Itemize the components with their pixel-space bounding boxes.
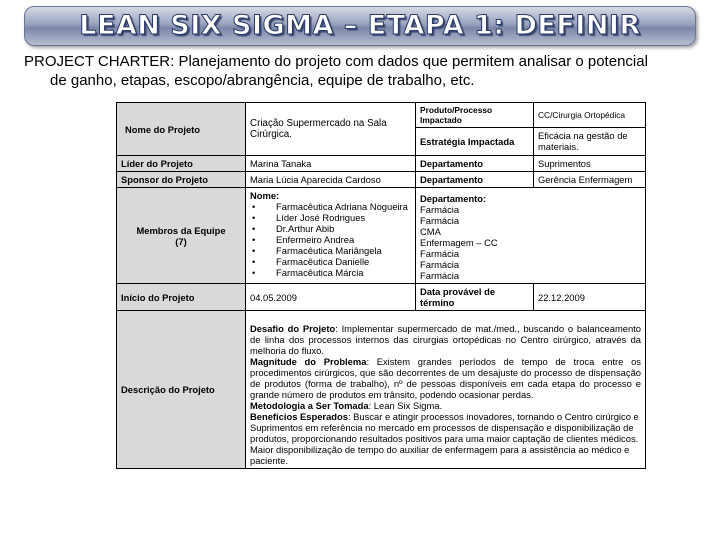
- metodologia-text: : Lean Six Sigma.: [368, 400, 443, 411]
- intro-line-2: de ganho, etapas, escopo/abrangência, equipe de trabalho, etc.: [50, 72, 475, 89]
- beneficios-paragraph: [250, 411, 641, 444]
- estrategia-value: Eficácia na gestão de materiais.: [534, 128, 646, 156]
- maior-paragraph: Maior disponibilização de tempo do auxiliar de enfermagem para a assistência ao médico e paciente.: [250, 444, 630, 466]
- dept1-label: Departamento: [416, 156, 534, 172]
- nome-projeto-label: Nome do Projeto: [117, 103, 246, 156]
- list-item: • Líder José Rodrigues: [250, 212, 411, 223]
- table-row: [117, 103, 646, 128]
- termino-label: Data provável de término: [416, 284, 534, 311]
- nome-projeto-value: Criação Supermercado na Sala Cirúrgica.: [246, 103, 416, 156]
- beneficios-label: Benefícios Esperados: [250, 411, 348, 422]
- list-item: Farmácia: [420, 204, 460, 215]
- desafio-paragraph: [250, 323, 641, 356]
- metodologia-paragraph: [250, 400, 641, 411]
- desafio-label: Desafio do Projeto: [250, 323, 336, 334]
- list-item: Farmácia: [420, 270, 460, 281]
- intro-text: [24, 52, 714, 90]
- list-item: • Enfermeiro Andrea: [250, 234, 411, 245]
- sponsor-value: Maria Lúcia Aparecida Cardoso: [246, 172, 416, 188]
- list-item: • Farmacêutica Adriana Nogueira: [250, 201, 411, 212]
- sponsor-label: Sponsor do Projeto: [117, 172, 246, 188]
- nome-header: Nome:: [250, 190, 280, 201]
- termino-value: 22.12.2009: [534, 284, 646, 311]
- estrategia-label: Estratégia Impactada: [416, 128, 534, 156]
- list-item: CMA: [420, 226, 441, 237]
- list-item: • Farmacêutica Mariângela: [250, 245, 411, 256]
- title-banner: [24, 6, 696, 46]
- inicio-value: 04.05.2009: [246, 284, 416, 311]
- intro-line-1: PROJECT CHARTER: Planejamento do projeto com dados que permitem analisar o potencial: [24, 53, 648, 70]
- dept-header: Departamento:: [420, 193, 487, 204]
- list-item: Enfermagem – CC: [420, 237, 498, 248]
- magnitude-text: : Existem grandes períodos de tempo de troca entre os procedimentos cirúrgicos, que são decorrentes de um desajuste do processo de dispensação de produtos (forma de trabalho), nº de pessoas disponíveis em cada etapa do processo e grande número de produtos em trânsito, podendo ocasionar perdas.: [250, 356, 641, 400]
- lider-value: Marina Tanaka: [246, 156, 416, 172]
- list-item: Farmácia: [420, 259, 460, 270]
- produto-value: CC/Cirurgia Ortopédica: [534, 103, 646, 128]
- membros-label: Membros da Equipe: [136, 224, 226, 236]
- membros-label-cell: [117, 188, 246, 284]
- table-row: [117, 172, 646, 188]
- beneficios-text: : Buscar e atingir processos inovadores, tornando o Centro cirúrgico e Suprimentos em referência no mercado em processos de dispensação e disponibilização de produtos, proporcionando resultados positivos para uma maior captação de clientes médicos.: [250, 411, 639, 444]
- slide-title: LEAN SIX SIGMA – ETAPA 1: DEFINIR: [79, 10, 641, 41]
- dept1-value: Suprimentos: [534, 156, 646, 172]
- departments-cell: [416, 188, 646, 284]
- list-item: • Farmacêutica Márcia: [250, 267, 411, 278]
- descricao-cell: [246, 311, 646, 469]
- magnitude-label: Magnitude do Problema: [250, 356, 367, 367]
- list-item: Farmácia: [420, 248, 460, 259]
- inicio-label: Início do Projeto: [117, 284, 246, 311]
- dept2-label: Departamento: [416, 172, 534, 188]
- table-row: [117, 284, 646, 311]
- membros-count: (7): [175, 235, 187, 247]
- list-item: Farmácia: [420, 215, 460, 226]
- produto-label: Produto/Processo Impactado: [416, 103, 534, 128]
- list-item: • Dr.Arthur Abib: [250, 223, 411, 234]
- table-row: [117, 156, 646, 172]
- magnitude-paragraph: [250, 356, 641, 400]
- members-cell: [246, 188, 416, 284]
- metodologia-label: Metodologia a Ser Tomada: [250, 400, 369, 411]
- descricao-label: Descrição do Projeto: [117, 311, 246, 469]
- dept2-value: Gerência Enfermagem: [534, 172, 646, 188]
- members-list: [250, 201, 411, 278]
- lider-label: Líder do Projeto: [117, 156, 246, 172]
- list-item: • Farmacêutica Danielle: [250, 256, 411, 267]
- project-charter-table: [116, 102, 646, 469]
- desafio-text: : Implementar supermercado de mat./med., buscando o balanceamento de linha dos processos internos das cirurgias ortopédicas no Centro cirúrgico, através da melhoria do fluxo.: [250, 323, 641, 356]
- table-row: [117, 188, 646, 284]
- table-row: [117, 311, 646, 469]
